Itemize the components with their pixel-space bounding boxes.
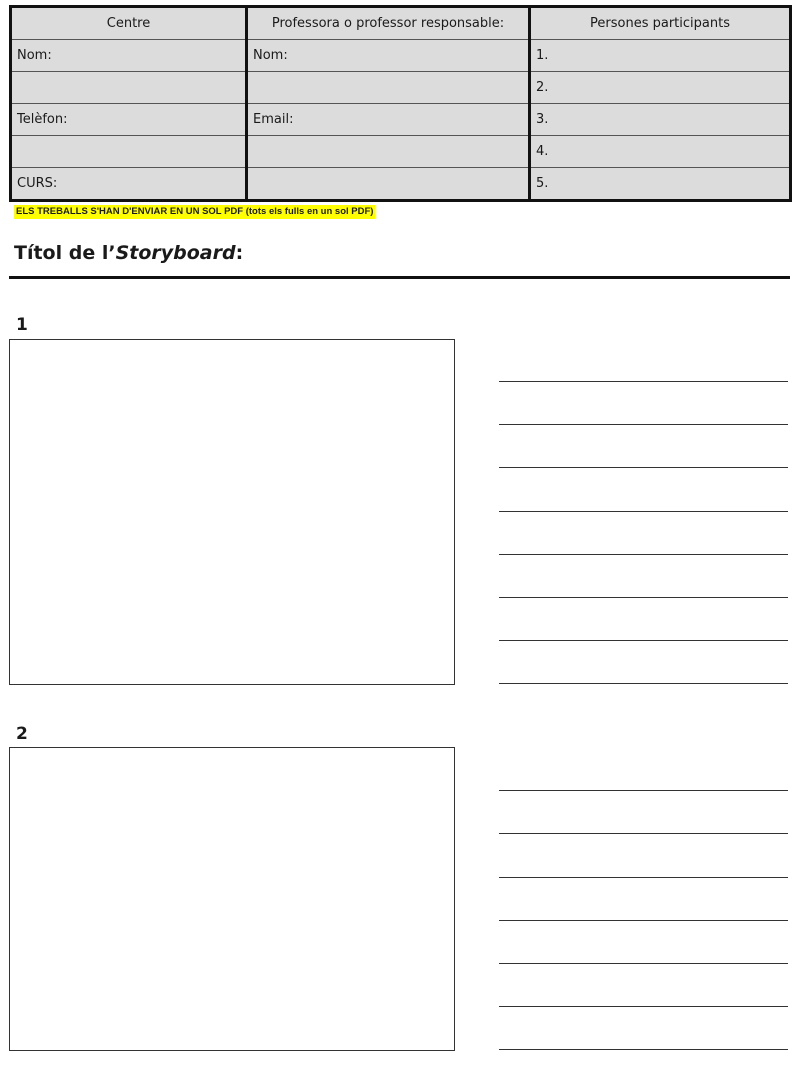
- teacher-email-value[interactable]: [247, 136, 530, 168]
- teacher-email-field[interactable]: Email:: [247, 104, 530, 136]
- frame-2-note-line[interactable]: [499, 1049, 788, 1050]
- header-participants: Persones participants: [530, 7, 791, 40]
- centre-phone-value[interactable]: [11, 136, 247, 168]
- teacher-name-field[interactable]: Nom:: [247, 40, 530, 72]
- teacher-name-value[interactable]: [247, 72, 530, 104]
- table-row: [11, 104, 791, 136]
- centre-phone-field[interactable]: Telèfon:: [11, 104, 247, 136]
- frame-1-drawing-box[interactable]: [9, 339, 455, 685]
- frame-1-note-line[interactable]: [499, 467, 788, 468]
- table-row: [11, 40, 791, 72]
- header-teacher: Professora o professor responsable:: [247, 7, 530, 40]
- header-centre: Centre: [11, 7, 247, 40]
- info-table: [9, 5, 792, 202]
- frame-2-note-line[interactable]: [499, 877, 788, 878]
- frame-2-note-line[interactable]: [499, 833, 788, 834]
- participant-1-field[interactable]: 1.: [530, 40, 791, 72]
- frame-2-note-line[interactable]: [499, 920, 788, 921]
- centre-name-value[interactable]: [11, 72, 247, 104]
- frame-1-note-line[interactable]: [499, 424, 788, 425]
- frame-2-note-line[interactable]: [499, 963, 788, 964]
- table-row: [11, 72, 791, 104]
- table-row: [11, 136, 791, 168]
- frame-1-note-line[interactable]: [499, 554, 788, 555]
- participant-5-field[interactable]: 5.: [530, 168, 791, 201]
- frame-1-note-line[interactable]: [499, 597, 788, 598]
- frame-1-note-line[interactable]: [499, 640, 788, 641]
- frame-2-number: 2: [16, 724, 28, 744]
- frame-2-drawing-box[interactable]: [9, 747, 455, 1051]
- centre-name-field[interactable]: Nom:: [11, 40, 247, 72]
- empty-cell: [247, 168, 530, 201]
- participant-2-field[interactable]: 2.: [530, 72, 791, 104]
- frame-1-note-line[interactable]: [499, 683, 788, 684]
- course-field[interactable]: CURS:: [11, 168, 247, 201]
- frame-1-number: 1: [16, 315, 28, 335]
- participant-4-field[interactable]: 4.: [530, 136, 791, 168]
- table-row: [11, 168, 791, 201]
- frame-1-note-line[interactable]: [499, 511, 788, 512]
- frame-2-note-line[interactable]: [499, 790, 788, 791]
- title-divider: [9, 276, 790, 279]
- pdf-notice: ELS TREBALLS S'HAN D'ENVIAR EN UN SOL PDF (tots els fulls en un sol PDF): [16, 206, 374, 217]
- title-suffix: :: [235, 242, 244, 264]
- frame-2-note-line[interactable]: [499, 1006, 788, 1007]
- frame-1-note-line[interactable]: [499, 381, 788, 382]
- title-prefix: Títol de l’: [14, 242, 116, 264]
- title-emphasis: Storyboard: [115, 242, 236, 264]
- storyboard-title: [14, 242, 243, 264]
- table-header-row: [11, 7, 791, 40]
- participant-3-field[interactable]: 3.: [530, 104, 791, 136]
